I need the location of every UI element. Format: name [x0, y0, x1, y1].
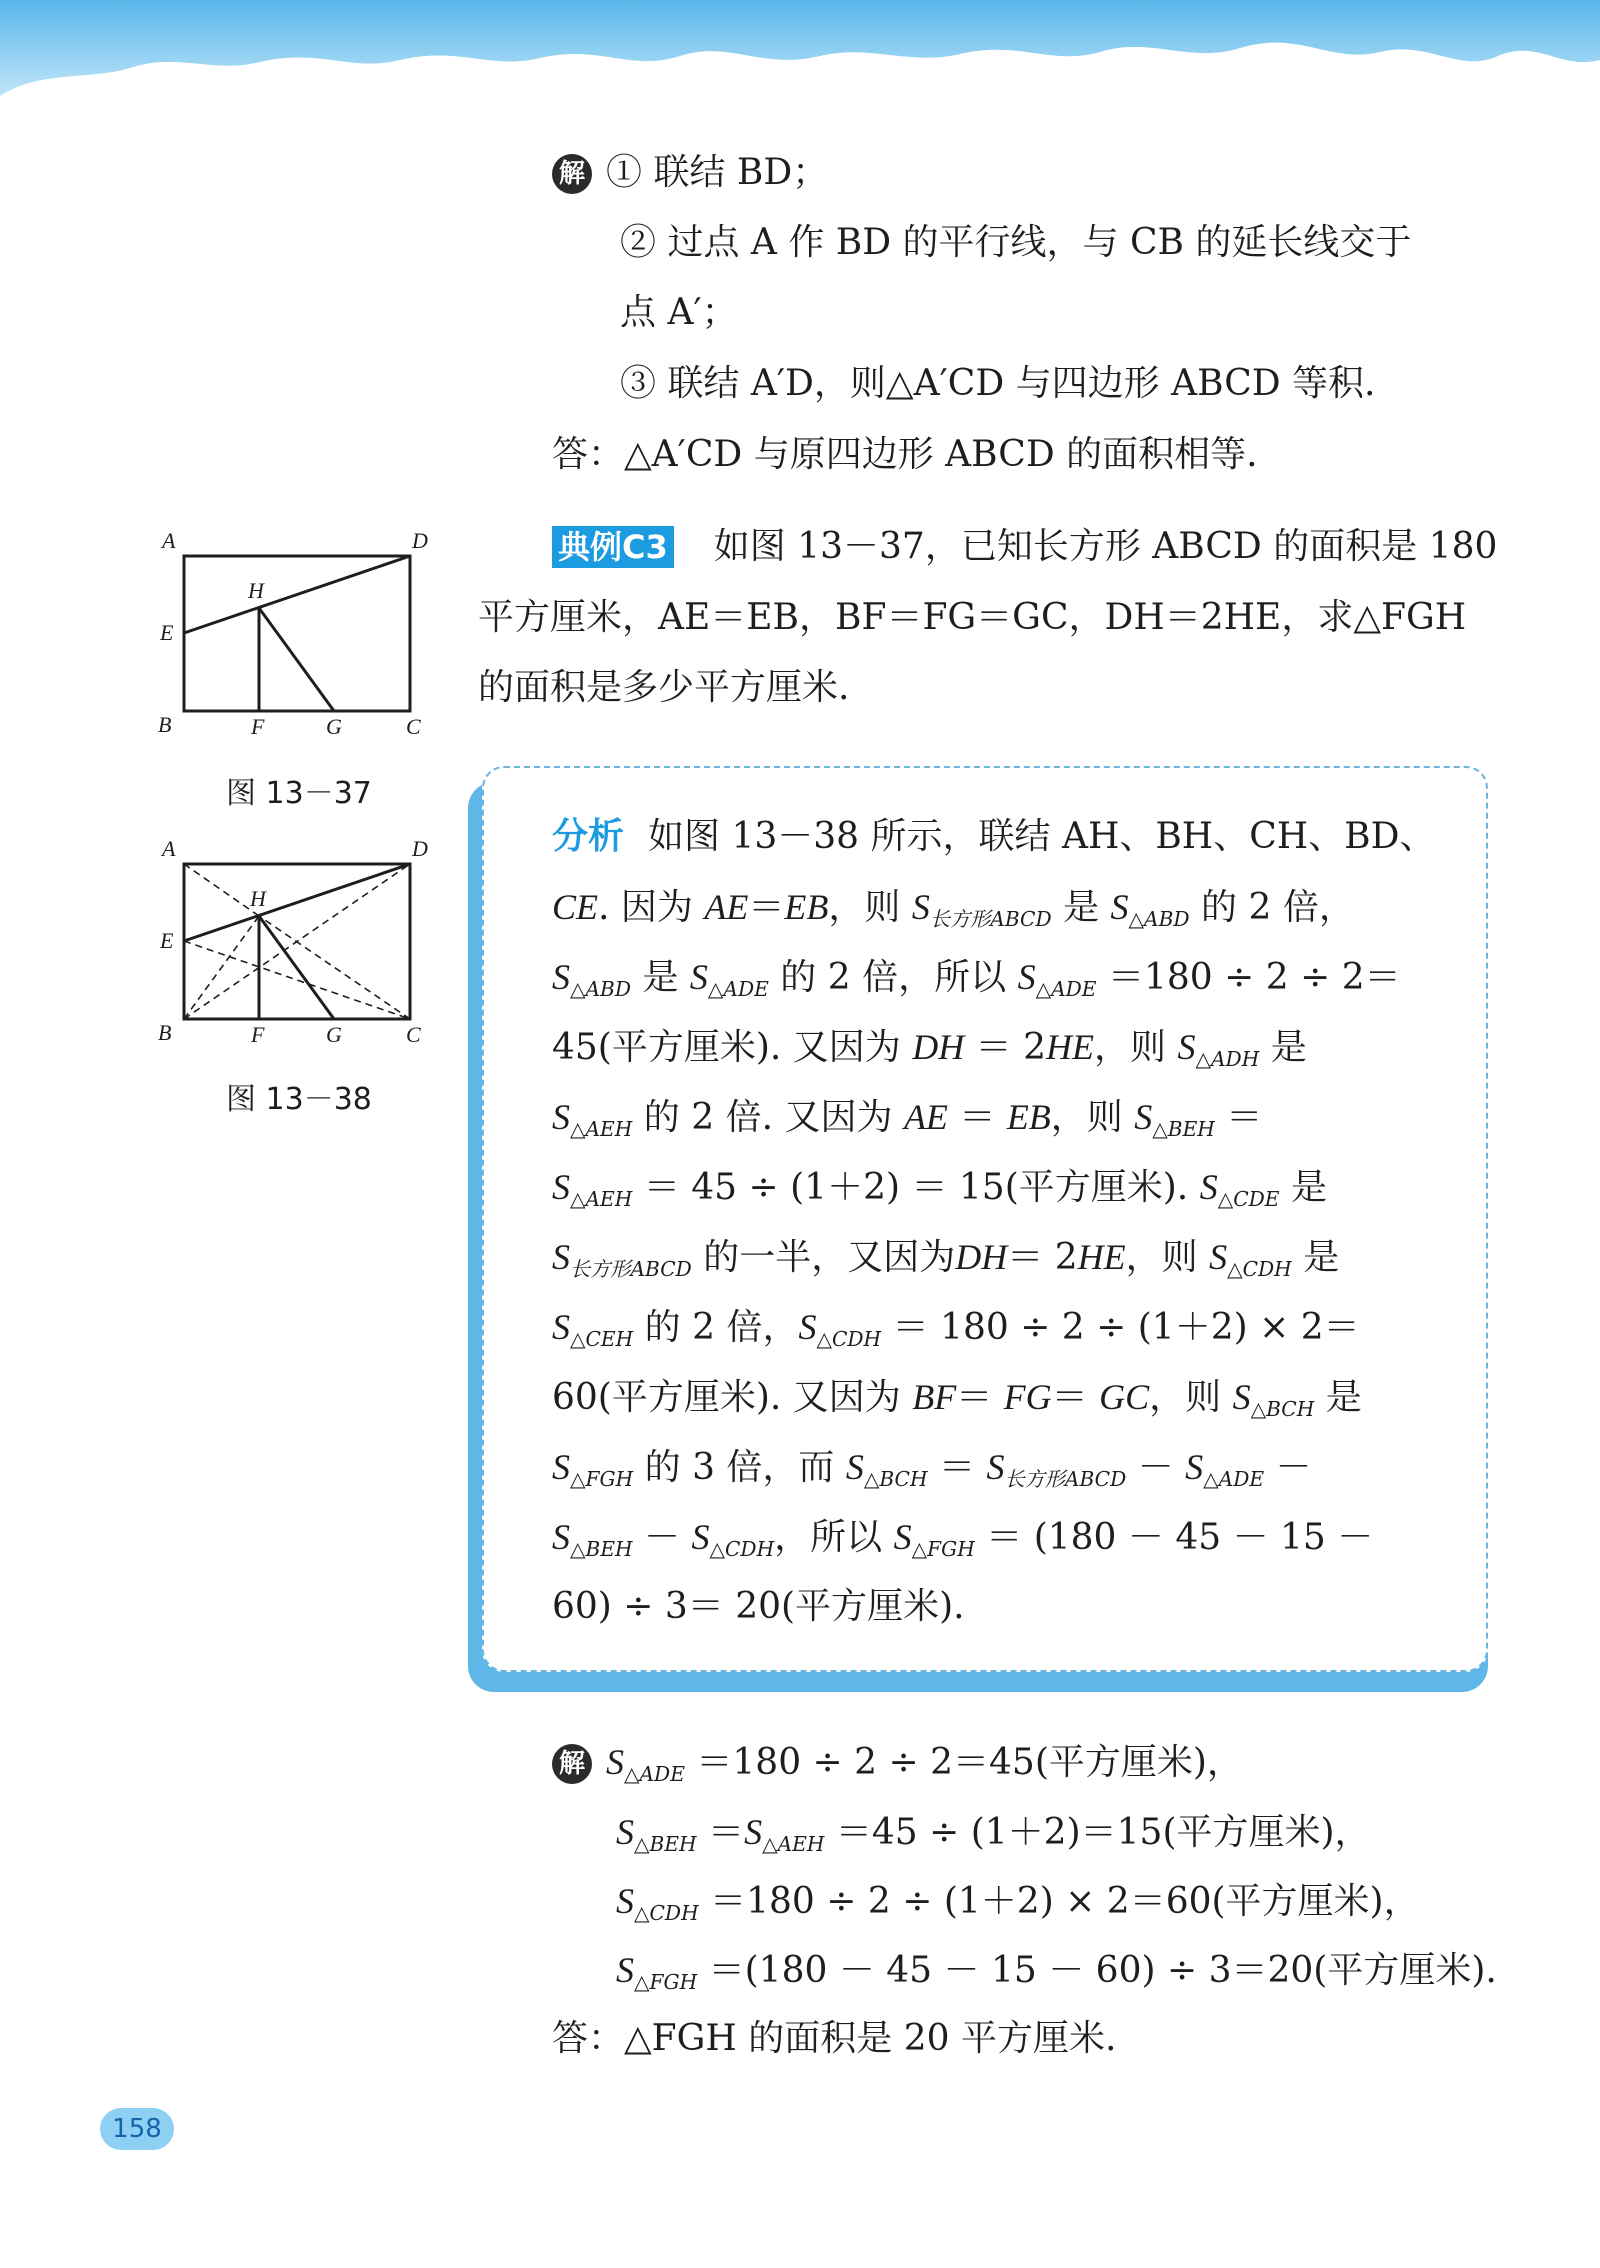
analysis-line12: 60) ÷ 3＝ 20(平方厘米).	[552, 1586, 965, 1627]
solution-badge: 解	[552, 1744, 592, 1784]
dashed-ce	[184, 941, 410, 1019]
label-e: E	[160, 620, 174, 645]
label-d: D	[412, 836, 428, 861]
analysis-line1: 分析 如图 13－38 所示，联结 AH、BH、CH、BD、	[552, 816, 1436, 857]
label-c: C	[406, 1022, 421, 1047]
dashed-bh	[184, 916, 259, 1019]
solution1-step1: 解 ① 联结 BD；	[552, 151, 828, 195]
analysis-line6: $S_{\triangle AEH} = 45 \div (1+2) = 15$(平方厘米). $S_{\triangle CDE}$ 是	[552, 1167, 1327, 1212]
label-d: D	[412, 528, 428, 553]
rectangle-abcd	[184, 556, 410, 711]
analysis-line5: $S_{\triangle AEH}$ 的 2 倍. 又因为 AE ＝ EB，则 $S_{\triangle BEH}$ ＝	[552, 1097, 1263, 1142]
label-b: B	[158, 712, 172, 737]
analysis-line7: $S_{长方形ABCD}$ 的一半，又因为DH＝ 2HE，则 $S_{\triangle CDH}$ 是	[552, 1237, 1340, 1282]
example-line2: 平方厘米，AE＝EB，BF＝FG＝GC，DH＝2HE，求△FGH	[478, 597, 1467, 638]
line-ed	[184, 864, 410, 941]
analysis-line2: CE. 因为 AE＝EB，则 $S_{长方形ABCD}$ 是 $S_{\triangle ABD}$ 的 2 倍，	[552, 887, 1355, 932]
line-ed	[184, 556, 410, 633]
page-number: 158	[100, 2108, 174, 2150]
label-h: H	[248, 578, 264, 603]
analysis-line10: $S_{\triangle FGH}$ 的 3 倍，而 $S_{\triangle BCH} = S_{长方形ABCD} - S_{\triangle ADE}$ －	[552, 1447, 1312, 1492]
solution-badge: 解	[552, 154, 592, 194]
figure-13-38	[150, 836, 440, 1056]
label-a: A	[162, 836, 176, 861]
analysis-line8: $S_{\triangle CEH}$ 的 2 倍，$S_{\triangle CDH} = 180 \div 2 \div (1+2) \times 2=$	[552, 1307, 1360, 1352]
solution2-eq2: $S_{\triangle BEH} =S_{\triangle AEH} =45 \div (1+2)=15$(平方厘米)，	[616, 1812, 1371, 1857]
analysis-line3: $S_{\triangle ABD}$ 是 $S_{\triangle ADE}$ 的 2 倍，所以 $S_{\triangle ADE} =180 \div 2 \div 2=$	[552, 957, 1401, 1002]
solution2-eq3: $S_{\triangle CDH} =180 \div 2 \div (1+2) \times 2=60$(平方厘米)，	[616, 1881, 1420, 1926]
dashed-ah	[184, 864, 259, 916]
example-line3: 的面积是多少平方厘米.	[478, 667, 850, 708]
solution1-answer: 答：△A′CD 与原四边形 ABCD 的面积相等.	[552, 434, 1258, 475]
analysis-label: 分析	[552, 816, 625, 857]
label-f: F	[251, 1022, 265, 1047]
solution1-step2-cont: 点 A′；	[620, 292, 738, 333]
solution1-step3: ③ 联结 A′D，则△A′CD 与四边形 ABCD 等积.	[620, 363, 1376, 404]
label-b: B	[158, 1020, 172, 1045]
dashed-ch	[259, 916, 410, 1019]
label-h: H	[250, 886, 266, 911]
analysis-line9: 60(平方厘米). 又因为 BF＝ FG＝ GC，则 $S_{\triangle BCH}$ 是	[552, 1377, 1362, 1422]
top-banner	[0, 0, 1600, 140]
figure-13-38-caption: 图 13－38	[226, 1082, 372, 1117]
line-hg	[259, 608, 334, 711]
label-a: A	[162, 528, 176, 553]
label-f: F	[251, 714, 265, 739]
figure-13-37	[150, 528, 440, 748]
solution2-answer: 答：△FGH 的面积是 20 平方厘米.	[552, 2018, 1117, 2059]
label-g: G	[326, 714, 342, 739]
label-c: C	[406, 714, 421, 739]
line-hg	[259, 916, 334, 1019]
example-line1: 典例C3 如图 13－37，已知长方形 ABCD 的面积是 180	[552, 525, 1497, 569]
label-g: G	[326, 1022, 342, 1047]
example-badge: 典例C3	[552, 526, 674, 568]
solution1-step2: ② 过点 A 作 BD 的平行线，与 CB 的延长线交于	[620, 222, 1412, 263]
analysis-line11: $S_{\triangle BEH} - S_{\triangle CDH}$，所以 $S_{\triangle FGH} = (180 - 45 - 15$ －	[552, 1517, 1374, 1562]
analysis-line4: 45(平方厘米). 又因为 DH ＝ 2HE，则 $S_{\triangle ADH}$ 是	[552, 1027, 1307, 1072]
label-e: E	[160, 928, 174, 953]
solution2-eq1: 解 $S_{\triangle ADE} =180 \div 2 \div 2=45$(平方厘米)，	[552, 1740, 1243, 1785]
figure-13-37-caption: 图 13－37	[226, 776, 372, 811]
solution2-eq4: $S_{\triangle FGH} =(180 - 45 - 15 - 60) \div 3=20$(平方厘米).	[616, 1950, 1497, 1995]
